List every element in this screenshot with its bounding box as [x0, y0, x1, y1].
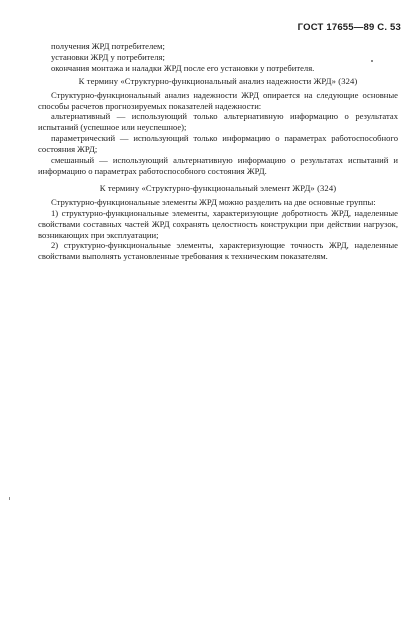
paragraph-group-1: 1) структурно-функциональные элементы, характеризующие добротность ЖРД, наделенные свойствами составных частей ЖРД сохранять целостность конструкции при действии нагрузок, возникающих при эксплуатации; — [38, 207, 398, 240]
section-heading-functional-element: К термину «Структурно-функциональный элемент ЖРД» (324) — [99, 182, 337, 193]
list-line-3: окончания монтажа и наладки ЖРД после его установки у потребителя. — [51, 62, 315, 73]
paragraph-mixed-method: смешанный — использующий альтернативную информацию о результатах испытаний и информацию о параметрах работоспособного состояния ЖРД. — [38, 155, 398, 176]
scan-speck — [371, 60, 373, 62]
paragraph-analysis-intro: Структурно-функциональный анализ надежности ЖРД опирается на следующие основные способы расчетов прогнозируемых показателей надежности: — [38, 89, 398, 111]
paragraph-element-groups-intro: Структурно-функциональные элементы ЖРД можно разделить на две основные группы: — [51, 196, 376, 207]
document-body — [38, 41, 398, 262]
list-line-1: получения ЖРД потребителем; — [51, 41, 165, 51]
paragraph-parametric-method: параметрический — использующий только информацию о параметрах работоспособного состояния ЖРД; — [38, 133, 398, 155]
paragraph-alternative-method: альтернативный — использующий только альтернативную информацию о результатах испытаний (успешное или неуспешное); — [38, 111, 398, 133]
paragraph-group-2: 2) структурно-функциональные элементы, характеризующие точность ЖРД, наделенные свойствами выполнять установленные требования к техническим показателям. — [38, 240, 398, 262]
section-heading-reliability-analysis: К термину «Структурно-функциональный анализ надежности ЖРД» (324) — [78, 75, 358, 86]
scan-speck — [9, 497, 10, 500]
page-header: ГОСТ 17655—89 С. 53 — [297, 22, 401, 33]
list-line-2: установки ЖРД у потребителя; — [51, 51, 165, 62]
